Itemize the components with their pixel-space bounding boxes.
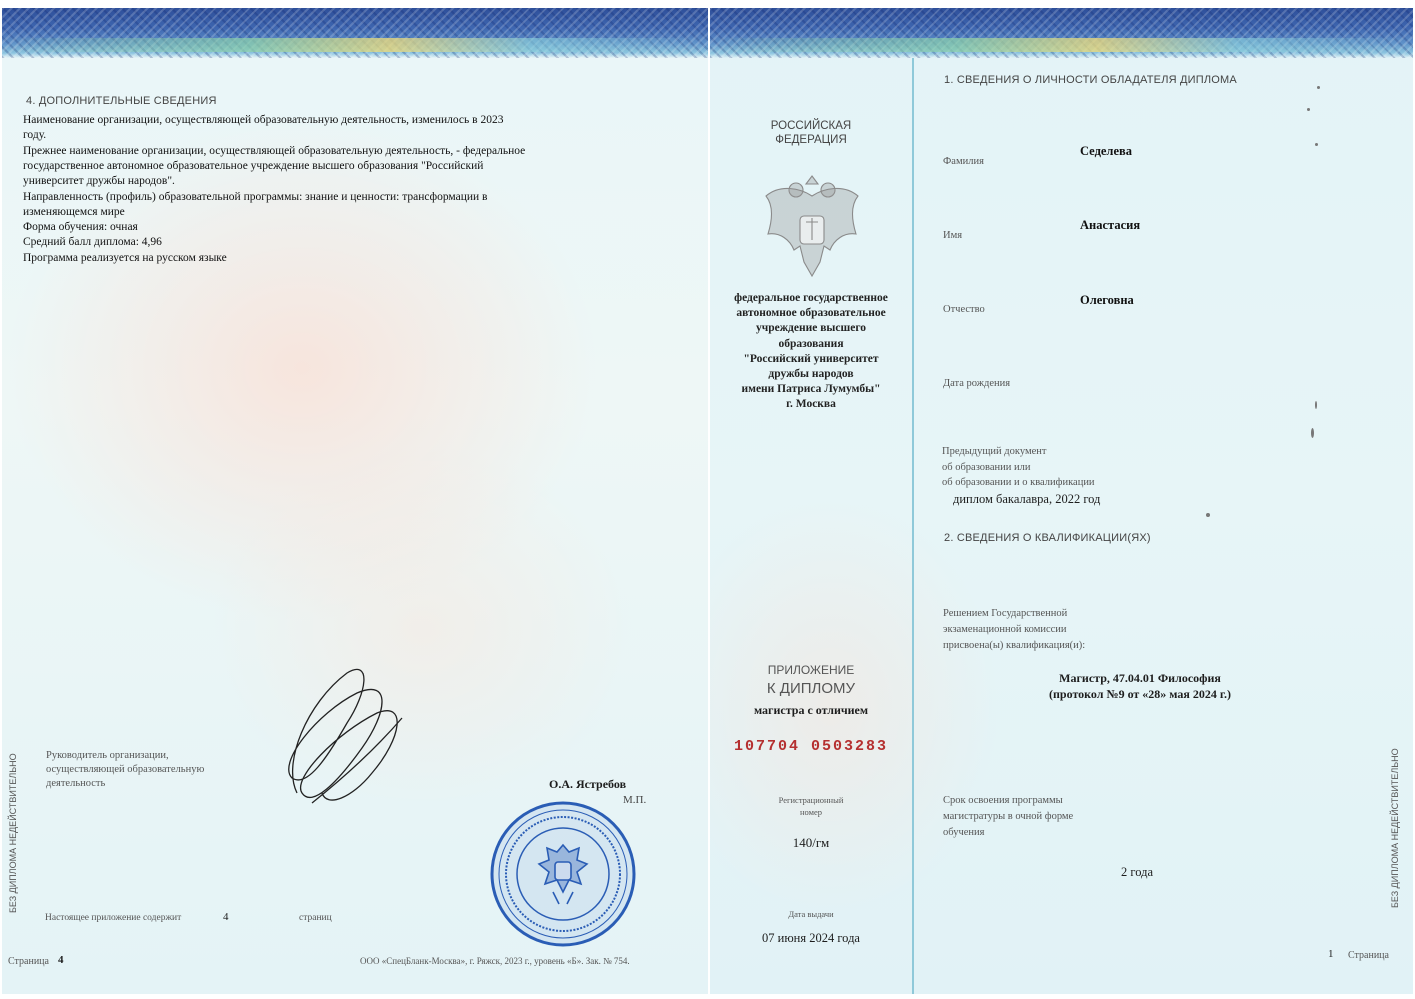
prev-doc-label-line: об образовании или	[942, 461, 1031, 473]
prev-doc-value: диплом бакалавра, 2022 год	[953, 492, 1101, 506]
decision-label-line: Решением Государственной	[943, 608, 1068, 619]
page-label: Страница	[1348, 950, 1389, 961]
head-label-line: Руководитель организации,	[46, 750, 169, 761]
protocol-value: (протокол №9 от «28» мая 2024 г.)	[1049, 687, 1231, 701]
column-divider	[912, 58, 914, 994]
band-stripe	[2, 38, 708, 52]
appendix-subtitle: К ДИПЛОМУ	[766, 680, 856, 697]
surname-value: Седелева	[1080, 144, 1132, 158]
paragraph-line: Прежнее наименование организации, осуществляющей образовательную деятельность, - федеральное	[23, 145, 526, 157]
institution-line: дружбы народов	[768, 368, 854, 381]
head-label-line: осуществляющей образовательную	[46, 764, 205, 775]
page-number: 4	[58, 954, 64, 966]
left-page	[2, 8, 708, 994]
country-line: РОССИЙСКАЯ	[770, 120, 852, 132]
scan-speck	[1315, 143, 1318, 146]
qualification-value: Магистр, 47.04.01 Философия	[1059, 671, 1221, 685]
paragraph-line: Форма обучения: очная	[23, 221, 138, 233]
institution-line: учреждение высшего	[755, 322, 867, 335]
name-label: Имя	[943, 230, 963, 241]
scan-speck	[1315, 401, 1317, 409]
country-name	[710, 119, 912, 147]
section-1-title: 1. СВЕДЕНИЯ О ЛИЧНОСТИ ОБЛАДАТЕЛЯ ДИПЛОМА	[944, 74, 1237, 86]
duration-label-line: магистратуры в очной форме	[943, 811, 1074, 822]
patronymic-value: Олеговна	[1080, 293, 1134, 307]
side-note-left: БЕЗ ДИПЛОМА НЕДЕЙСТВИТЕЛЬНО	[8, 753, 18, 913]
scan-speck	[1206, 513, 1210, 517]
decision-label-line: экзаменационной комиссии	[943, 624, 1067, 635]
printer-info: ООО «СпецБланк-Москва», г. Ряжск, 2023 г., уровень «Б». Зак. № 754.	[360, 956, 630, 966]
paragraph-line: Программа реализуется на русском языке	[23, 252, 227, 264]
section-2-title: 2. СВЕДЕНИЯ О КВАЛИФИКАЦИИ(ЯХ)	[944, 532, 1151, 544]
band-stripe	[710, 38, 1413, 52]
mp-label: М.П.	[623, 794, 647, 806]
head-label	[46, 749, 204, 791]
appendix-title: ПРИЛОЖЕНИЕ	[767, 663, 855, 677]
decision-label	[943, 606, 1085, 654]
issue-date: 07 июня 2024 года	[762, 931, 860, 945]
contains-count: 4	[223, 911, 229, 923]
prev-doc-label-line: об образовании и о квалификации	[942, 477, 1095, 488]
scan-speck	[1307, 108, 1310, 111]
paragraph-line: изменяющемся мире	[23, 206, 125, 218]
paragraph-line: государственное автономное образовательное учреждение высшего образования "Российский	[23, 160, 484, 172]
paragraph-line: Наименование организации, осуществляющей образовательную деятельность, изменилось в 2023	[23, 114, 504, 126]
paragraph-line: году.	[23, 129, 47, 141]
name-value: Анастасия	[1080, 218, 1141, 232]
duration-label-line: Срок освоения программы	[943, 795, 1063, 806]
page-number: 1	[1328, 948, 1334, 960]
side-note-right: БЕЗ ДИПЛОМА НЕДЕЙСТВИТЕЛЬНО	[1390, 748, 1400, 908]
degree-type: магистра с отличием	[753, 703, 869, 717]
reg-label	[710, 794, 912, 818]
reg-label-line: номер	[799, 807, 823, 817]
country-line: ФЕДЕРАЦИЯ	[775, 134, 847, 146]
section-4-title: 4. ДОПОЛНИТЕЛЬНЫЕ СВЕДЕНИЯ	[26, 95, 217, 107]
prev-doc-label	[942, 444, 1095, 491]
duration-label-line: обучения	[943, 827, 985, 838]
scan-speck	[1311, 428, 1314, 438]
reg-number: 140/гм	[792, 835, 830, 850]
coat-of-arms-emblem	[760, 166, 864, 284]
paragraph-line: университет дружбы народов".	[23, 175, 175, 187]
reg-label-line: Регистрационный	[778, 795, 844, 805]
surname-label: Фамилия	[943, 156, 984, 167]
page-label: Страница	[8, 956, 49, 967]
official-seal	[489, 800, 637, 948]
scan-speck	[1317, 86, 1320, 89]
serial-number: 107704 0503283	[733, 738, 889, 755]
paragraph-line: Направленность (профиль) образовательной программы: знание и ценности: трансформации в	[23, 191, 488, 203]
institution-line: федеральное государственное	[734, 292, 888, 304]
institution-name	[710, 291, 912, 413]
head-label-line: деятельность	[46, 778, 106, 789]
institution-line: образования	[778, 337, 844, 350]
decision-label-line: присвоена(ы) квалификация(и):	[943, 640, 1086, 651]
patronymic-label: Отчество	[943, 304, 985, 315]
prev-doc-label-line: Предыдущий документ	[942, 446, 1047, 457]
issue-label: Дата выдачи	[788, 909, 834, 919]
institution-line: автономное образовательное	[736, 307, 886, 320]
duration-value: 2 года	[1121, 865, 1153, 879]
right-page	[710, 8, 1413, 994]
institution-line: г. Москва	[786, 398, 836, 411]
handwritten-signature	[277, 663, 417, 813]
institution-line: имени Патриса Лумумбы"	[741, 383, 881, 396]
contains-label: Настоящее приложение содержит	[45, 913, 182, 923]
duration-label	[943, 793, 1073, 841]
paragraph-line: Средний балл диплома: 4,96	[23, 236, 162, 248]
head-name: О.А. Ястребов	[549, 777, 627, 791]
institution-line: "Российский университет	[743, 352, 879, 365]
pages-word: страниц	[299, 913, 332, 923]
birth-date-label: Дата рождения	[943, 378, 1011, 389]
